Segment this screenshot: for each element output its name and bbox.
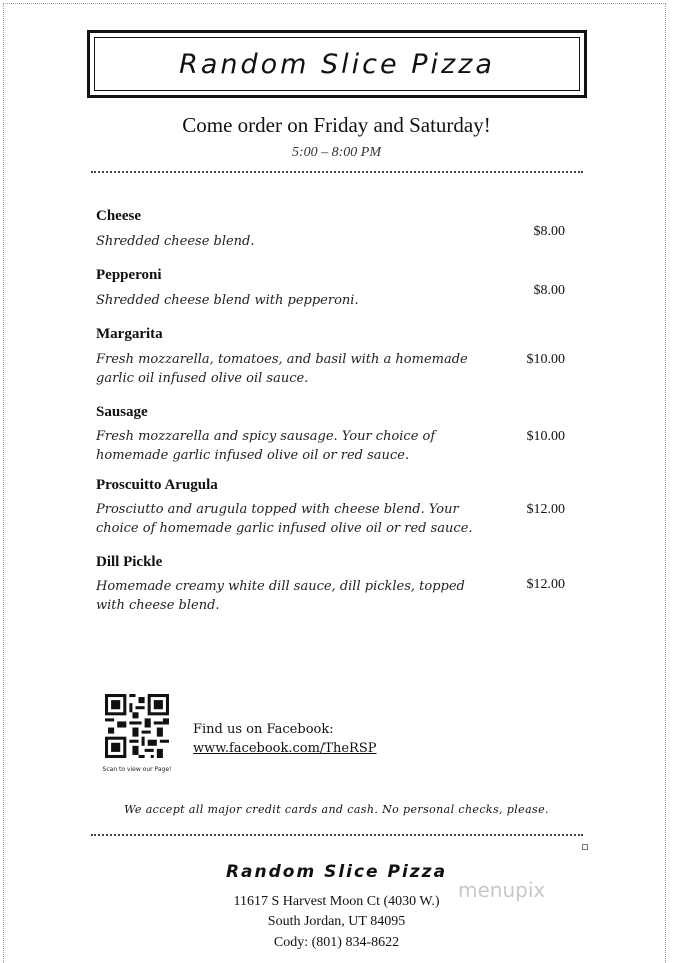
menu-item-price: $12.00 <box>526 577 565 592</box>
footer-phone: Cody: (801) 834-8622 <box>273 935 400 950</box>
page-title: Random Slice Pizza <box>94 37 580 91</box>
watermark: menupix <box>458 878 546 902</box>
menu-item-name: Cheese <box>96 208 141 224</box>
small-square-icon <box>582 844 588 850</box>
menu-item-price: $10.00 <box>526 352 565 367</box>
hours: 5:00 – 8:00 PM <box>291 145 382 160</box>
menu-item-desc: Shredded cheese blend with pepperoni. <box>96 293 359 308</box>
menu-item-name: Pepperoni <box>96 267 162 283</box>
footer-address-1: 11617 S Harvest Moon Ct (4030 W.) <box>233 894 440 909</box>
menu-item-desc: Homemade creamy white dill sauce, dill pickles, topped with cheese blend. <box>96 579 465 613</box>
headline: Come order on Friday and Saturday! <box>182 113 491 137</box>
facebook-info <box>193 720 377 758</box>
footer-title: Random Slice Pizza <box>225 862 448 882</box>
menu-item-desc: Prosciutto and arugula topped with cheese blend. Your choice of homemade garlic infused olive oil or red sauce. <box>96 502 473 536</box>
qr-code[interactable] <box>105 694 169 758</box>
menu-item-price: $8.00 <box>533 283 565 298</box>
menu-item-price: $8.00 <box>533 224 565 239</box>
payment-note: We accept all major credit cards and cash. No personal checks, please. <box>124 803 549 816</box>
footer-address-2: South Jordan, UT 84095 <box>267 914 406 929</box>
divider-bottom <box>91 834 583 836</box>
facebook-link[interactable]: www.facebook.com/TheRSP <box>193 741 377 756</box>
menu-item-desc: Shredded cheese blend. <box>96 234 255 249</box>
title-box <box>87 30 587 98</box>
menu-item-desc: Fresh mozzarella and spicy sausage. Your choice of homemade garlic infused olive oil or red sauce. <box>96 429 436 463</box>
menu-item-name: Proscuitto Arugula <box>96 477 218 493</box>
menu-item-name: Dill Pickle <box>96 554 163 570</box>
divider-top <box>91 171 583 173</box>
menu-item-price: $12.00 <box>526 502 565 517</box>
menu-item-price: $10.00 <box>526 429 565 444</box>
menu-item-desc: Fresh mozzarella, tomatoes, and basil with a homemade garlic oil infused olive oil sauce. <box>96 352 468 386</box>
qr-caption: Scan to view our Page! <box>102 766 172 773</box>
menu-item-name: Sausage <box>96 404 148 420</box>
menu-item-name: Margarita <box>96 326 163 342</box>
facebook-label: Find us on Facebook: <box>193 722 334 737</box>
